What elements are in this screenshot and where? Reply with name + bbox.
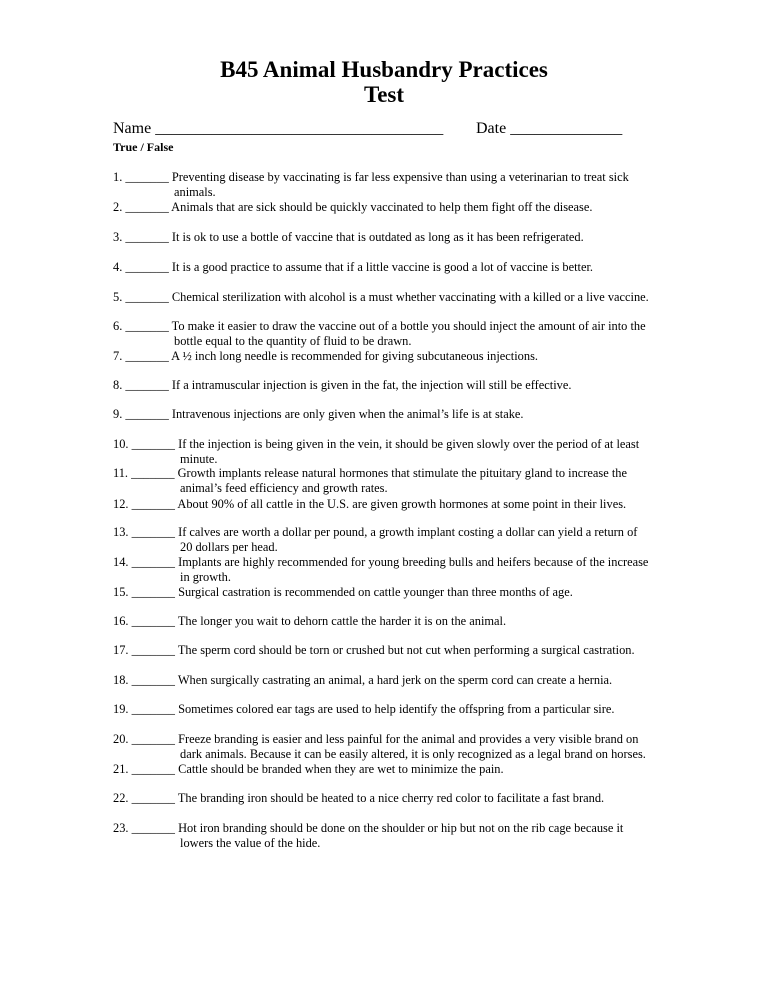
question-text: Animals that are sick should be quickly vaccinated to help them fight off the disease. [168, 200, 593, 214]
question-number: 4. [113, 260, 126, 274]
question-number: 11. [113, 466, 132, 480]
answer-blank[interactable]: _______ [131, 702, 175, 716]
question-item [113, 378, 673, 393]
question-text-continuation: in growth. [180, 570, 231, 584]
question-text: It is a good practice to assume that if a little vaccine is good a lot of vaccine is better. [168, 260, 594, 274]
answer-blank[interactable]: _______ [131, 497, 175, 511]
question-item [113, 437, 673, 467]
question-item [113, 614, 673, 629]
question-text: Hot iron branding should be done on the shoulder or hip but not on the rib cage because it [174, 821, 624, 835]
answer-blank[interactable]: _______ [131, 466, 175, 480]
question-number: 16. [113, 614, 132, 628]
question-item [113, 821, 673, 851]
question-number: 19. [113, 702, 132, 716]
answer-blank[interactable]: _______ [131, 762, 175, 776]
question-text: Sometimes colored ear tags are used to help identify the offspring from a particular sire. [174, 702, 615, 716]
question-text: Intravenous injections are only given when the animal’s life is at stake. [168, 407, 524, 421]
question-item [113, 643, 673, 658]
question-number: 17. [113, 643, 132, 657]
page-subtitle: Test [363, 82, 405, 107]
question-number: 14. [113, 555, 132, 569]
answer-blank[interactable]: _______ [125, 319, 169, 333]
question-text: If a intramuscular injection is given in the fat, the injection will still be effective. [168, 378, 572, 392]
answer-blank[interactable]: _______ [125, 407, 169, 421]
question-number: 23. [113, 821, 132, 835]
answer-blank[interactable]: _______ [131, 791, 175, 805]
answer-blank[interactable]: _______ [125, 290, 169, 304]
question-text: Cattle should be branded when they are wet to minimize the pain. [174, 762, 504, 776]
question-number: 10. [113, 437, 132, 451]
date-field[interactable]: Date ______________ [476, 120, 623, 137]
question-text: The longer you wait to dehorn cattle the harder it is on the animal. [174, 614, 507, 628]
question-item [113, 585, 673, 600]
question-item [113, 260, 673, 275]
question-number: 12. [113, 497, 132, 511]
question-item [113, 702, 673, 717]
question-item [113, 525, 673, 555]
question-item [113, 349, 673, 364]
name-field[interactable]: Name ____________________________________ [113, 120, 444, 137]
answer-blank[interactable]: _______ [131, 525, 175, 539]
question-item [113, 230, 673, 245]
question-number: 15. [113, 585, 132, 599]
question-text: If the injection is being given in the vein, it should be given slowly over the period of at least [174, 437, 640, 451]
question-text: Chemical sterilization with alcohol is a must whether vaccinating with a killed or a live vaccine. [168, 290, 649, 304]
question-text: A ½ inch long needle is recommended for giving subcutaneous injections. [168, 349, 538, 363]
question-item [113, 290, 673, 305]
question-text-continuation: animal’s feed efficiency and growth rates. [180, 481, 388, 495]
question-number: 7. [113, 349, 126, 363]
question-item [113, 791, 673, 806]
question-number: 3. [113, 230, 126, 244]
question-text-continuation: lowers the value of the hide. [180, 836, 321, 850]
question-number: 20. [113, 732, 132, 746]
question-number: 2. [113, 200, 126, 214]
question-text-continuation: minute. [180, 452, 218, 466]
answer-blank[interactable]: _______ [125, 230, 169, 244]
question-item [113, 732, 673, 762]
question-text: The branding iron should be heated to a nice cherry red color to facilitate a fast brand. [174, 791, 605, 805]
page-title: B45 Animal Husbandry Practices [220, 57, 548, 82]
question-item [113, 555, 673, 585]
question-item [113, 200, 673, 215]
question-text-continuation: dark animals. Because it can be easily altered, it is only recognized as a legal brand on horses. [180, 747, 646, 761]
answer-blank[interactable]: _______ [125, 260, 169, 274]
question-text: It is ok to use a bottle of vaccine that is outdated as long as it has been refrigerated. [168, 230, 584, 244]
answer-blank[interactable]: _______ [125, 378, 169, 392]
question-item [113, 497, 673, 512]
answer-blank[interactable]: _______ [131, 821, 175, 835]
question-text-continuation: animals. [174, 185, 216, 199]
answer-blank[interactable]: _______ [131, 673, 175, 687]
question-number: 21. [113, 762, 132, 776]
question-text: If calves are worth a dollar per pound, a growth implant costing a dollar can yield a return of [174, 525, 638, 539]
question-item [113, 170, 673, 200]
question-text: Growth implants release natural hormones that stimulate the pituitary gland to increase the [174, 466, 627, 480]
question-number: 9. [113, 407, 126, 421]
question-number: 5. [113, 290, 126, 304]
question-text: Implants are highly recommended for young breeding bulls and heifers because of the increase [174, 555, 649, 569]
question-item [113, 466, 673, 496]
question-item [113, 762, 673, 777]
question-text: When surgically castrating an animal, a hard jerk on the sperm cord can create a hernia. [174, 673, 613, 687]
question-text-continuation: bottle equal to the quantity of fluid to be drawn. [174, 334, 412, 348]
question-text: Freeze branding is easier and less painful for the animal and provides a very visible brand on [174, 732, 639, 746]
answer-blank[interactable]: _______ [131, 437, 175, 451]
question-item [113, 319, 673, 349]
question-number: 1. [113, 170, 126, 184]
question-number: 18. [113, 673, 132, 687]
answer-blank[interactable]: _______ [131, 585, 175, 599]
question-text: Preventing disease by vaccinating is far less expensive than using a veterinarian to treat sick [168, 170, 629, 184]
question-number: 8. [113, 378, 126, 392]
answer-blank[interactable]: _______ [131, 732, 175, 746]
section-heading: True / False [113, 140, 174, 154]
question-number: 13. [113, 525, 132, 539]
question-item [113, 673, 673, 688]
question-number: 6. [113, 319, 126, 333]
question-text: About 90% of all cattle in the U.S. are given growth hormones at some point in their lives. [174, 497, 627, 511]
question-text: To make it easier to draw the vaccine out of a bottle you should inject the amount of air into the [168, 319, 646, 333]
answer-blank[interactable]: _______ [131, 614, 175, 628]
question-number: 22. [113, 791, 132, 805]
answer-blank[interactable]: _______ [125, 170, 169, 184]
answer-blank[interactable]: _______ [125, 200, 169, 214]
question-item [113, 407, 673, 422]
answer-blank[interactable]: _______ [125, 349, 169, 363]
question-text: Surgical castration is recommended on cattle younger than three months of age. [174, 585, 573, 599]
question-text: The sperm cord should be torn or crushed but not cut when performing a surgical castration. [174, 643, 635, 657]
question-text-continuation: 20 dollars per head. [180, 540, 278, 554]
answer-blank[interactable]: _______ [131, 555, 175, 569]
answer-blank[interactable]: _______ [131, 643, 175, 657]
